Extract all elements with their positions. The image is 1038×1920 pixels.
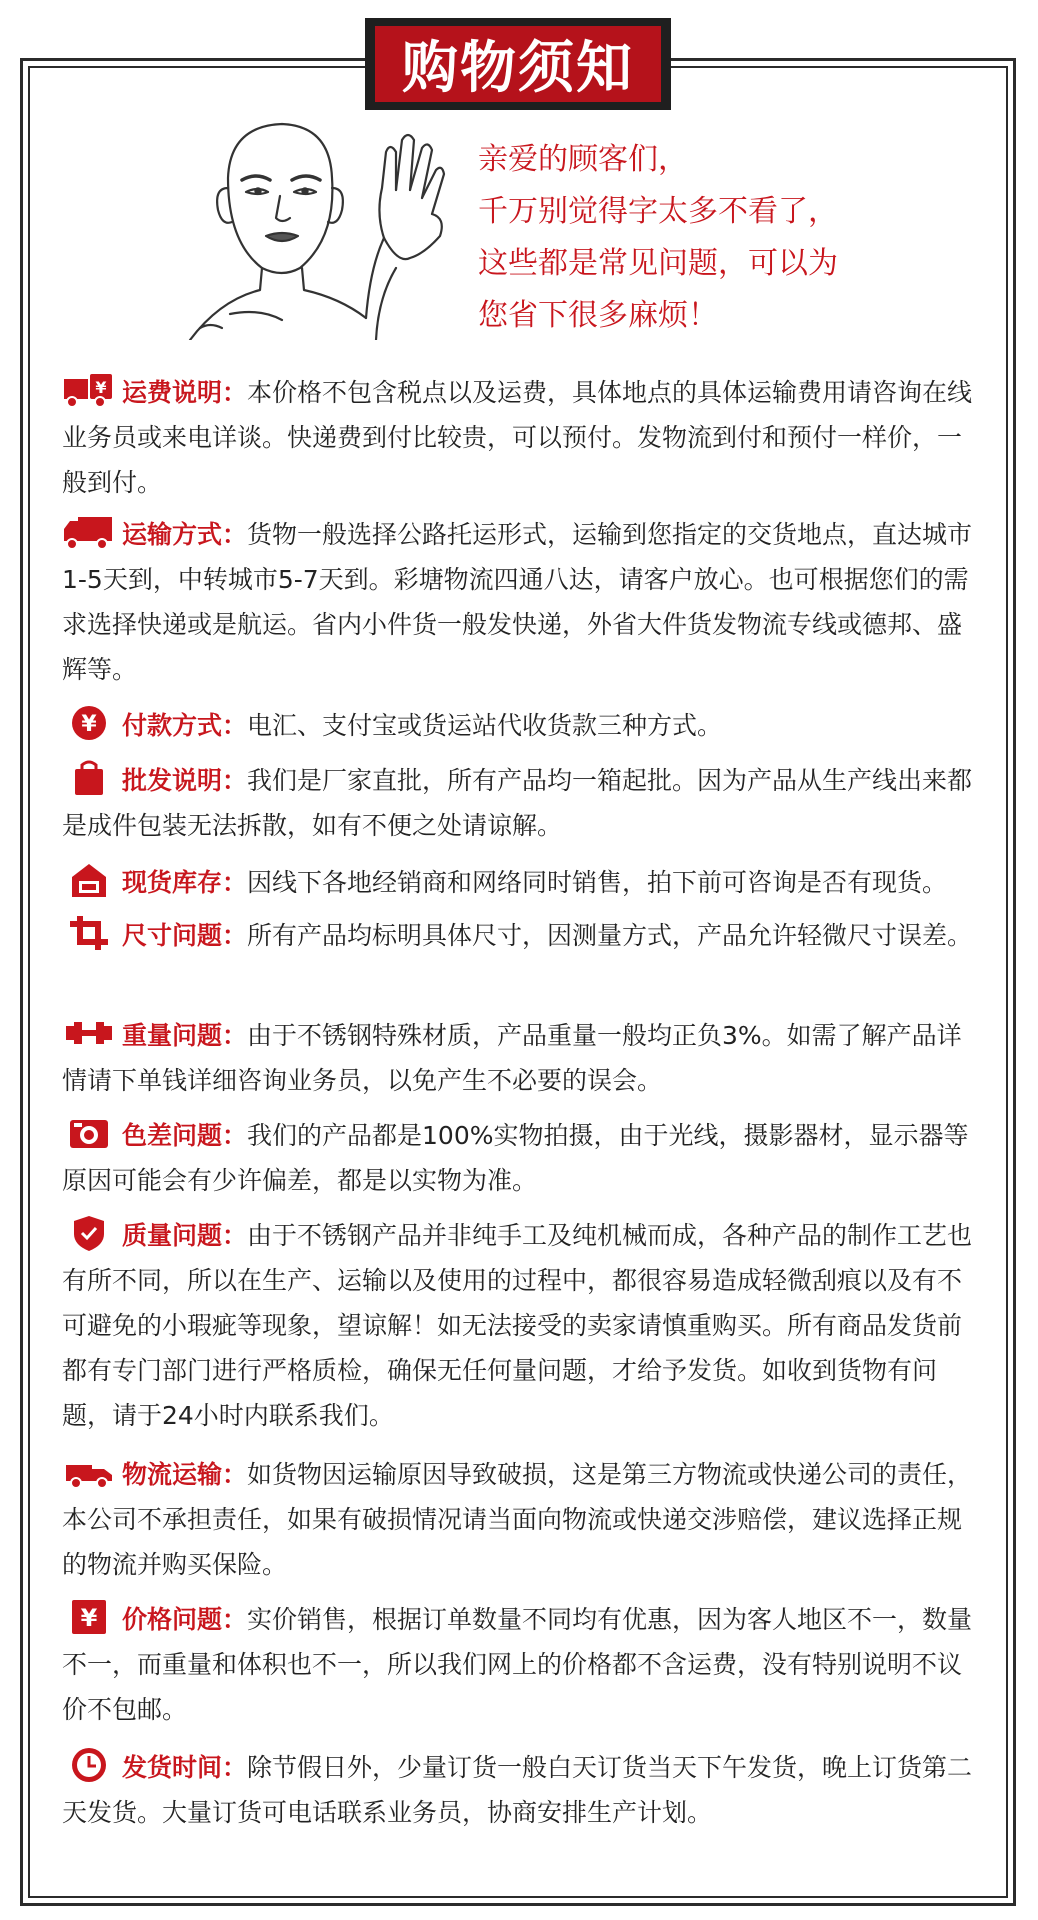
- item-text: 实价销售，根据订单数量不同均有优惠，因为客人地区不一，数量不一，而重量和体积也不一，所以我们网上的价格都不含运费，没有特别说明不议价不包邮。: [62, 1605, 973, 1724]
- truck-icon: [62, 513, 116, 551]
- notice-item-price: [62, 1597, 980, 1732]
- man-raising-hand-icon: [170, 118, 490, 340]
- notice-item-quality: [62, 1213, 980, 1438]
- notice-item-transport: [62, 512, 980, 692]
- item-title: 付款方式：: [122, 711, 248, 740]
- svg-text:¥: ¥: [80, 1604, 98, 1632]
- item-text: 由于不锈钢特殊材质，产品重量一般均正负3%。如需了解产品详情请下单钱详细咨询业务员，以免产生不必要的误会。: [62, 1021, 962, 1095]
- item-text: 由于不锈钢产品并非纯手工及纯机械而成，各种产品的制作工艺也有所不同，所以在生产、运输以及使用的过程中，都很容易造成轻微刮痕以及有不可避免的小瑕疵等现象，望谅解！如无法接受的卖家请慎重购买。所有商品发货前都有专门部门进行严格质检，确保无任何量问题，才给予发货。如收到货物有问题，请于24小时内联系我们。: [62, 1221, 973, 1430]
- item-text: 电汇、支付宝或货运站代收货款三种方式。: [247, 711, 723, 740]
- item-title: 物流运输：: [122, 1460, 248, 1489]
- item-title: 现货库存：: [122, 868, 248, 897]
- item-title: 运费说明：: [122, 378, 248, 407]
- camera-icon: [62, 1114, 116, 1152]
- clock-icon: [62, 1746, 116, 1784]
- svg-text:¥: ¥: [95, 378, 107, 397]
- item-title: 发货时间：: [122, 1753, 248, 1782]
- item-title: 色差问题：: [122, 1121, 248, 1150]
- intro-line: 千万别觉得字太多不看了，: [478, 194, 838, 229]
- notice-item-logistics: [62, 1452, 980, 1587]
- yen-square-icon: [62, 1598, 116, 1636]
- dumbbell-icon: [62, 1014, 116, 1052]
- item-title: 运输方式：: [122, 520, 248, 549]
- notice-item-dispatch-time: [62, 1745, 980, 1835]
- item-title: 批发说明：: [122, 766, 248, 795]
- notice-item-wholesale: [62, 758, 980, 848]
- item-title: 价格问题：: [122, 1605, 248, 1634]
- yen-circle-icon: [62, 704, 116, 742]
- item-title: 尺寸问题：: [122, 921, 248, 950]
- hero-illustration: [170, 118, 490, 340]
- delivery-truck-icon: [62, 1453, 116, 1491]
- item-text: 所有产品均标明具体尺寸，因测量方式，产品允许轻微尺寸误差。: [247, 921, 973, 950]
- shield-check-icon: [62, 1214, 116, 1252]
- notice-item-weight: [62, 1013, 980, 1103]
- intro-line: 您省下很多麻烦！: [478, 298, 718, 333]
- item-text: 本价格不包含税点以及运费，具体地点的具体运输费用请咨询在线业务员或来电详谈。快递费到付比较贵，可以预付。发物流到付和预付一样价，一般到付。: [62, 378, 973, 497]
- crop-icon: [62, 914, 116, 952]
- notice-item-shipping-fee: [62, 370, 980, 505]
- notice-item-payment: [62, 703, 980, 748]
- item-title: 重量问题：: [122, 1021, 248, 1050]
- notice-item-color: [62, 1113, 980, 1203]
- item-text: 因线下各地经销商和网络同时销售，拍下前可咨询是否有现货。: [247, 868, 948, 897]
- intro-line: 这些都是常见问题，可以为: [478, 246, 838, 281]
- item-text: 我们是厂家直批，所有产品均一箱起批。因为产品从生产线出来都是成件包装无法拆散，如有不便之处请谅解。: [62, 766, 973, 840]
- notice-item-size: [62, 913, 980, 958]
- svg-text:¥: ¥: [81, 712, 97, 737]
- item-text: 如货物因运输原因导致破损，这是第三方物流或快递公司的责任，本公司不承担责任，如果有破损情况请当面向物流或快递交涉赔偿，建议选择正规的物流并购买保险。: [62, 1460, 973, 1579]
- item-text: 除节假日外，少量订货一般白天订货当天下午发货，晚上订货第二天发货。大量订货可电话联系业务员，协商安排生产计划。: [62, 1753, 973, 1827]
- intro-line: 亲爱的顾客们，: [478, 142, 688, 177]
- shopping-bag-icon: [62, 759, 116, 797]
- intro-message: [478, 134, 998, 342]
- item-text: 我们的产品都是100%实物拍摄，由于光线，摄影器材，显示器等原因可能会有少许偏差，都是以实物为准。: [62, 1121, 969, 1195]
- notice-item-stock: [62, 860, 980, 905]
- truck-yen-icon: [62, 371, 116, 409]
- item-title: 质量问题：: [122, 1221, 248, 1250]
- warehouse-icon: [62, 861, 116, 899]
- page-title: 购物须知: [375, 26, 661, 102]
- title-banner: [365, 18, 671, 110]
- item-text: 货物一般选择公路托运形式，运输到您指定的交货地点，直达城市1-5天到，中转城市5-7天到。彩塘物流四通八达，请客户放心。也可根据您们的需求选择快递或是航运。省内小件货一般发快递，外省大件货发物流专线或德邦、盛辉等。: [62, 520, 973, 684]
